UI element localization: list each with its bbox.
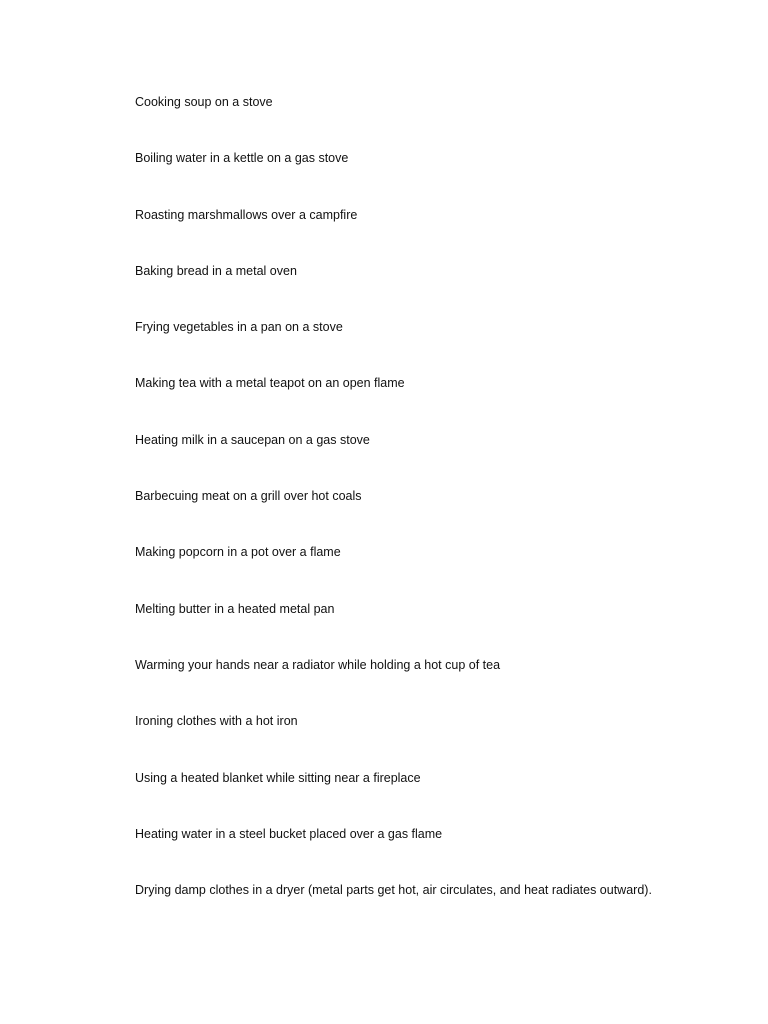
list-item: Heating water in a steel bucket placed over a gas flame (135, 826, 443, 841)
list-item: Ironing clothes with a hot iron (135, 714, 298, 729)
list-item: Cooking soup on a stove (135, 95, 273, 109)
list-item: Roasting marshmallows over a campfire (135, 207, 358, 222)
list-item: Using a heated blanket while sitting near a fireplace (135, 770, 421, 785)
list-item: Boiling water in a kettle on a gas stove (135, 151, 349, 166)
list-item: Heating milk in a saucepan on a gas stove (135, 432, 370, 447)
list-item: Frying vegetables in a pan on a stove (135, 320, 343, 335)
list-item: Making popcorn in a pot over a flame (135, 545, 341, 560)
list-item: Making tea with a metal teapot on an open flame (135, 376, 405, 391)
list-item: Baking bread in a metal oven (135, 263, 297, 278)
list-item: Warming your hands near a radiator while holding a hot cup of tea (135, 657, 501, 672)
list-item: Drying damp clothes in a dryer (metal parts get hot, air circulates, and heat radiates outward). (135, 883, 652, 898)
list-item: Barbecuing meat on a grill over hot coals (135, 489, 362, 504)
list-item: Melting butter in a heated metal pan (135, 601, 335, 616)
example-list (135, 93, 652, 937)
